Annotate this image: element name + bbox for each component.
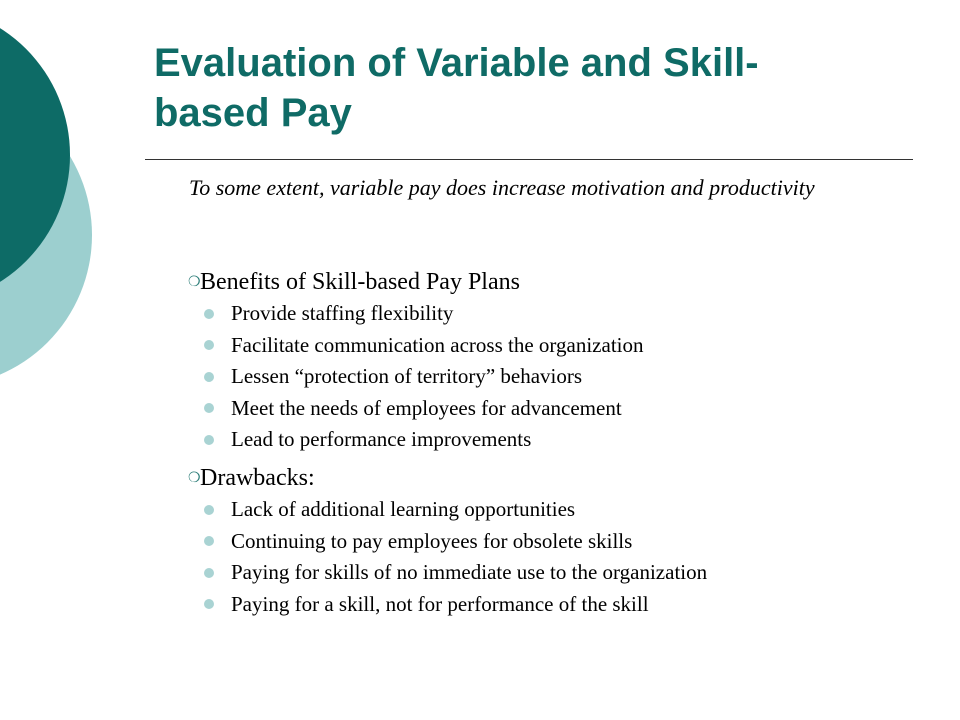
list-item bbox=[188, 589, 928, 621]
benefits-section bbox=[188, 266, 928, 456]
list-item-text: Facilitate communication across the organization bbox=[231, 332, 644, 357]
list-item bbox=[188, 330, 928, 362]
list-item bbox=[188, 393, 928, 425]
list-item-text: Paying for a skill, not for performance of the skill bbox=[231, 591, 649, 616]
decorative-circles bbox=[0, 0, 120, 400]
drawbacks-heading bbox=[188, 462, 928, 494]
drawbacks-heading-text: Drawbacks: bbox=[200, 464, 315, 491]
filled-circle-bullet-icon bbox=[204, 536, 214, 546]
slide-title: Evaluation of Variable and Skill-based Pay bbox=[154, 41, 759, 135]
drawbacks-list bbox=[188, 494, 928, 620]
drawbacks-section bbox=[188, 462, 928, 620]
list-item bbox=[188, 298, 928, 330]
benefits-heading-text: Benefits of Skill-based Pay Plans bbox=[200, 268, 520, 295]
filled-circle-bullet-icon bbox=[204, 435, 214, 445]
list-item-text: Continuing to pay employees for obsolete skills bbox=[231, 528, 633, 553]
list-item-text: Paying for skills of no immediate use to the organization bbox=[231, 560, 708, 585]
filled-circle-bullet-icon bbox=[204, 599, 214, 609]
title-divider bbox=[145, 159, 913, 160]
filled-circle-bullet-icon bbox=[204, 505, 214, 515]
hollow-square-bullet-icon: ❍ bbox=[188, 274, 201, 290]
filled-circle-bullet-icon bbox=[204, 309, 214, 319]
benefits-list bbox=[188, 298, 928, 456]
list-item-text: Provide staffing flexibility bbox=[231, 301, 454, 326]
intro-text: To some extent, variable pay does increase motivation and productivity bbox=[189, 175, 815, 200]
list-item bbox=[188, 361, 928, 393]
benefits-heading bbox=[188, 266, 928, 298]
list-item bbox=[188, 526, 928, 558]
list-item-text: Lack of additional learning opportunities bbox=[231, 497, 576, 522]
filled-circle-bullet-icon bbox=[204, 372, 214, 382]
filled-circle-bullet-icon bbox=[204, 568, 214, 578]
list-item bbox=[188, 494, 928, 526]
list-item bbox=[188, 424, 928, 456]
list-item-text: Lead to performance improvements bbox=[231, 427, 532, 452]
list-item bbox=[188, 557, 928, 589]
filled-circle-bullet-icon bbox=[204, 403, 214, 413]
hollow-square-bullet-icon: ❍ bbox=[188, 470, 201, 486]
list-item-text: Meet the needs of employees for advancement bbox=[231, 395, 622, 420]
list-item-text: Lessen “protection of territory” behaviors bbox=[231, 364, 583, 389]
filled-circle-bullet-icon bbox=[204, 340, 214, 350]
